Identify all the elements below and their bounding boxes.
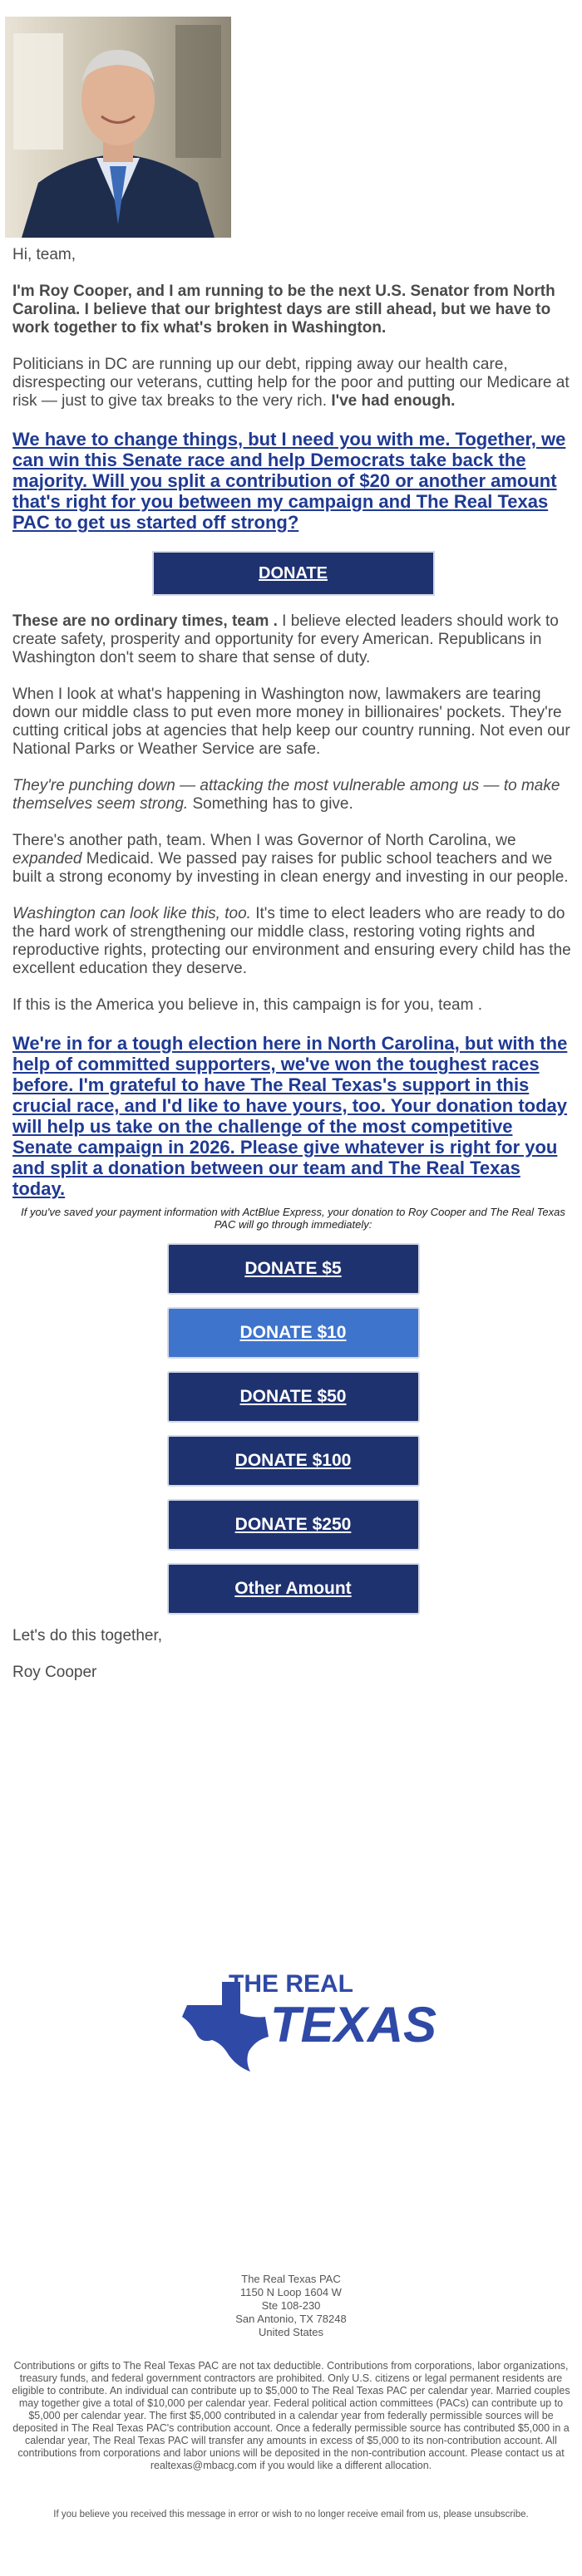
logo-text-line2: TEXAS [270,1997,437,2052]
address-line: Ste 108-230 [261,2299,321,2312]
actblue-express-note: If you've saved your payment information with ActBlue Express, your donation to Roy Cooper and The Real Texas PAC will go through immediately: [21,1206,565,1231]
address-line: 1150 N Loop 1604 W [240,2286,342,2298]
donate-5-button[interactable]: DONATE $5 [167,1243,420,1295]
donate-250-button[interactable]: DONATE $250 [167,1499,420,1551]
candidate-portrait-image [5,17,231,238]
address-line: San Antonio, TX 78248 [235,2313,347,2325]
bold-text: I've had enough. [331,392,456,410]
paragraph-another-path: There's another path, team. When I was Governor of North Carolina, we expanded Medicaid. We passed pay raises for public school teachers and we built a strong economy by investing in clean energy and investing in our people. [12,832,569,886]
texas-logo-icon [179,1957,437,2073]
cta-link-tough-election[interactable]: We're in for a tough election here in North Carolina, but with the help of committed supporters, we've won the toughest races before. I'm grateful to have The Real Texas's support in this crucial race, and I'd like to have yours, too. Your donation today will help us take on the challenge of the most competitive Senate campaign in 2026. Please give whatever is right for you and split a donation between our team and The Real Texas today. [12,1033,568,1199]
closing: Let's do this together, [12,1627,163,1644]
candidate-photo [5,17,231,238]
donate-100-button[interactable]: DONATE $100 [167,1435,420,1487]
donate-button[interactable]: DONATE [152,551,435,596]
paragraph-punching-down: They're punching down — attacking the most vulnerable among us — to make themselves seem strong. Something has to give. [12,777,560,813]
email-body [12,246,574,1682]
paragraph-america: If this is the America you believe in, this campaign is for you, team . [12,996,482,1014]
donate-50-button[interactable]: DONATE $50 [167,1371,420,1423]
paragraph-ordinary-times: These are no ordinary times, team . I believe elected leaders should work to create safety, prosperity and opportunity for every American. Republicans in Washington don't seem to share that sense of duty. [12,612,559,666]
footer-legal-disclaimer: Contributions or gifts to The Real Texas PAC are not tax deductible. Contributions from corporations, labor organizations, treasury funds, and federal government contractors are prohibited. Only U.S. citizens or legal permanent residents are eligible to contribute. An individual can contribute up to $5,000 to The Real Texas PAC per calendar year. Married couples may together give a total of $10,000 per calendar year. Federal political action committees (PACs) can contribute up to $5,000 per calendar year. The first $5,000 contributed in a calendar year from federally permissible sources will be deposited in The Real Texas PAC's contribution account. Once a federally permissible source has contributed $5,000 in a calendar year, The Real Texas PAC will transfer any amounts in excess of $5,000 to its non-contribution account. All contributions from corporations and labor unions will be deposited in the non-contribution account. Please contact us at realtexas@mbacg.com if you would like a different allocation. [12,2360,570,2471]
donate-amount-buttons [12,1243,574,1615]
paragraph-washington: When I look at what's happening in Washington now, lawmakers are tearing down our middle class to put even more money in billionaires' pockets. They're cutting critical jobs at agencies that help keep our country running. Not even our National Parks or Weather Service are safe. [12,686,570,758]
paragraph-washington-can: Washington can look like this, too. It's time to elect leaders who are ready to do the hard work of strengthening our middle class, restoring voting rights and reproductive rights, protecting our environment and ensuring every child has the excellent education they deserve. [12,905,571,977]
footer-address [0,2273,582,2339]
unsubscribe-notice: If you believe you received this message in error or wish to no longer receive email from us, please unsubscribe. [53,2510,529,2519]
real-texas-logo [179,1957,437,2073]
donate-10-button[interactable]: DONATE $10 [167,1307,420,1359]
intro-paragraph: I'm Roy Cooper, and I am running to be the next U.S. Senator from North Carolina. I believe that our brightest days are still ahead, but we have to work together to fix what's broken in Washington. [12,283,555,337]
cta-link-split-contribution[interactable]: We have to change things, but I need you with me. Together, we can win this Senate race and help Democrats take back the majority. Will you split a contribution of $20 or another amount that's right for you between my campaign and The Real Texas PAC to get us started off strong? [12,429,566,533]
signature: Roy Cooper [12,1664,97,1681]
paragraph-politicians: Politicians in DC are running up our debt, ripping away our health care, disrespecting our veterans, cutting help for the poor and putting our Medicare at risk — just to give tax breaks to the very rich. I've had enough. [12,356,570,410]
logo-text-line1: THE REAL [229,1970,353,1998]
donate-other-amount-button[interactable]: Other Amount [167,1563,420,1615]
address-line: The Real Texas PAC [241,2273,341,2285]
address-line: United States [258,2326,324,2338]
greeting: Hi, team, [12,246,76,263]
